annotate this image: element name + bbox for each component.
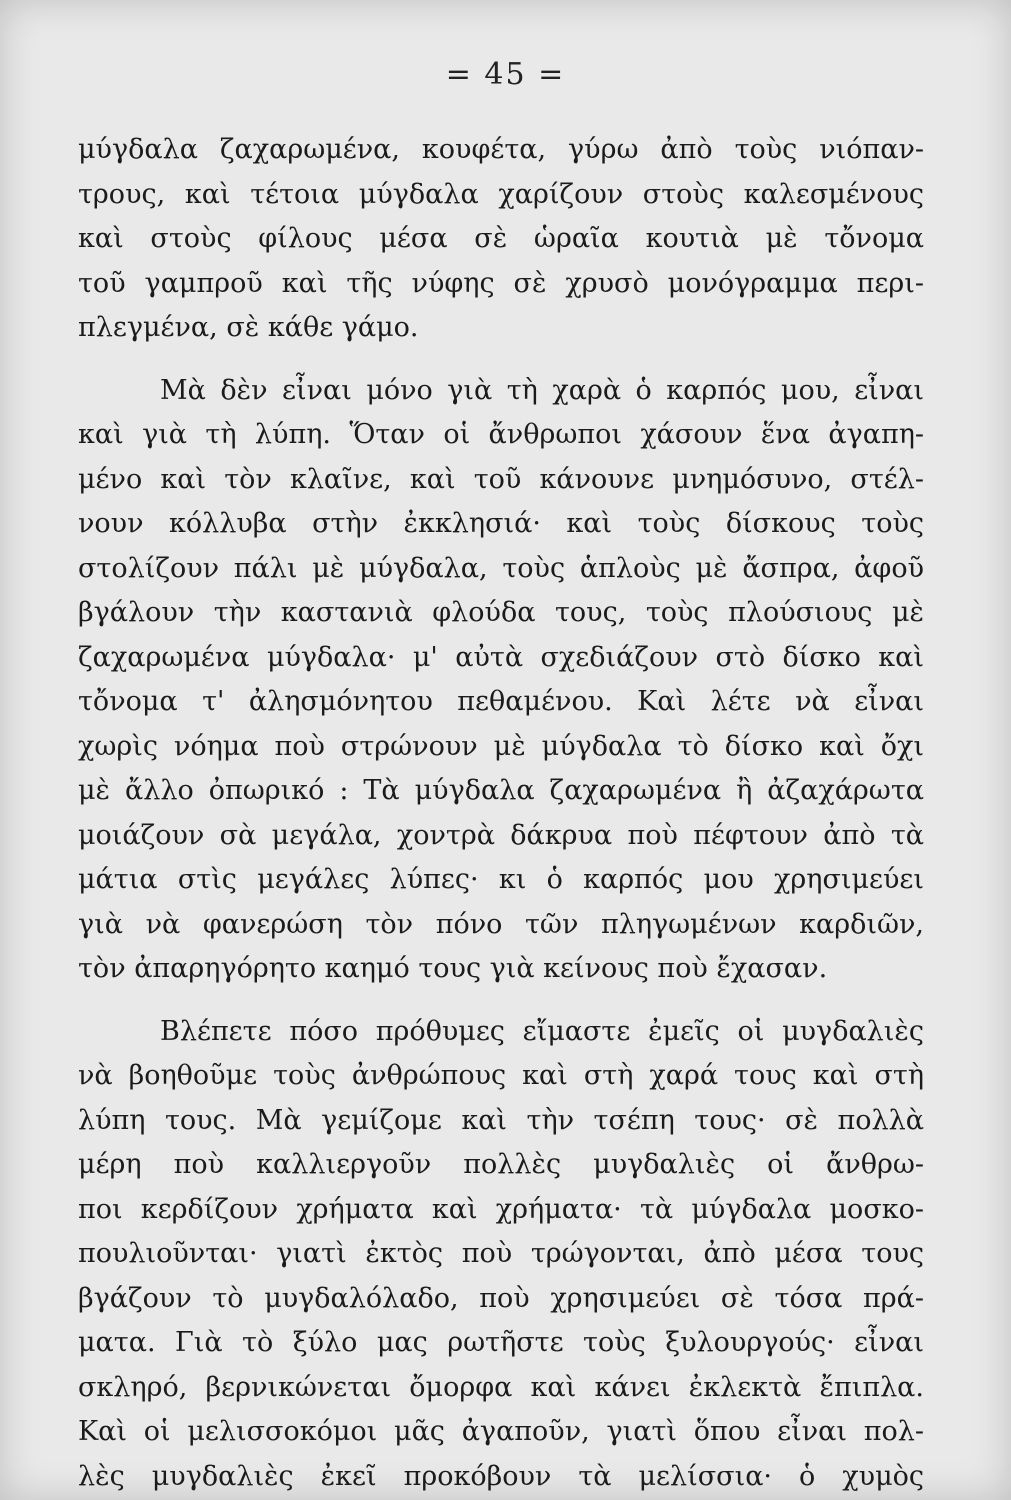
page-number: = 45 = — [445, 57, 566, 92]
text-line: καὶ γιὰ τὴ λύπη. Ὅταν οἱ ἄνθρωποι χάσουν ἕνα ἀγαπη- — [78, 419, 924, 450]
text-line: μέρη ποὺ καλλιεργοῦν πολλὲς μυγδαλιὲς οἱ ἄνθρω- — [78, 1149, 924, 1180]
text-line: τρους, καὶ τέτοια μύγδαλα χαρίζουν στοὺς καλεσμένους — [78, 178, 924, 210]
text-line: ματα. Γιὰ τὸ ξύλο μας ρωτῆστε τοὺς ξυλουργούς· εἶναι — [78, 1327, 924, 1358]
text-line: σκληρό, βερνικώνεται ὄμορφα καὶ κάνει ἐκλεκτὰ ἔπιπλα. — [78, 1371, 924, 1403]
text-line: καὶ στοὺς φίλους μέσα σὲ ὡραῖα κουτιὰ μὲ τὄνομα — [78, 223, 924, 254]
text-line: μύγδαλα ζαχαρωμένα, κουφέτα, γύρω ἀπὸ τοὺς νιόπαν- — [78, 134, 924, 165]
text-line: βγάζουν τὸ μυγδαλόλαδο, ποὺ χρησιμεύει σὲ τόσα πρά- — [78, 1282, 924, 1314]
text-line: ζαχαρωμένα μύγδαλα· μ' αὐτὰ σχεδιάζουν στὸ δίσκο καὶ — [78, 641, 924, 673]
text-line: ποι κερδίζουν χρήματα καὶ χρήματα· τὰ μύγδαλα μοσκο- — [78, 1193, 924, 1225]
text-line: χωρὶς νόημα ποὺ στρώνουν μὲ μύγδαλα τὸ δίσκο καὶ ὄχι — [78, 730, 924, 762]
paragraph-2 — [78, 369, 924, 992]
text-line: μένο καὶ τὸν κλαῖνε, καὶ τοῦ κάνουνε μνημόσυνο, στέλ- — [78, 463, 924, 495]
paragraph-1 — [78, 128, 924, 351]
text-line: τὸν ἀπαρηγόρητο καημό τους γιὰ κείνους ποὺ ἔχασαν. — [78, 953, 828, 984]
text-line: μοιάζουν σὰ μεγάλα, χοντρὰ δάκρυα ποὺ πέφτουν ἀπὸ τὰ — [78, 819, 924, 851]
paragraph-3 — [78, 1010, 924, 1500]
text-line: Μὰ δὲν εἶναι μόνο γιὰ τὴ χαρὰ ὁ καρπός μου, εἶναι — [160, 374, 924, 406]
text-line: λὲς μυγδαλιὲς ἐκεῖ προκόβουν τὰ μελίσσια· ὁ χυμὸς — [78, 1460, 924, 1492]
text-line: Καὶ οἱ μελισσοκόμοι μᾶς ἀγαποῦν, γιατὶ ὅπου εἶναι πολ- — [78, 1416, 924, 1447]
text-line: τοῦ γαμπροῦ καὶ τῆς νύφης σὲ χρυσὸ μονόγραμμα περι- — [78, 267, 924, 299]
text-line: πλεγμένα, σὲ κάθε γάμο. — [78, 312, 419, 343]
text-line: μάτια στὶς μεγάλες λύπες· κι ὁ καρπός μου χρησιμεύει — [78, 864, 924, 895]
text-line: νὰ βοηθοῦμε τοὺς ἀνθρώπους καὶ στὴ χαρά τους καὶ στὴ — [78, 1060, 924, 1091]
text-line: τὄνομα τ' ἀλησμόνητου πεθαμένου. Καὶ λέτε νὰ εἶναι — [78, 686, 924, 717]
text-line: γιὰ νὰ φανερώση τὸν πόνο τῶν πληγωμένων καρδιῶν, — [78, 908, 924, 940]
text-line: μὲ ἄλλο ὀπωρικό : Τὰ μύγδαλα ζαχαρωμένα ἢ ἀζαχάρωτα — [78, 775, 924, 806]
text-line: λύπη τους. Μὰ γεμίζομε καὶ τὴν τσέπη τους· σὲ πολλὰ — [78, 1104, 924, 1136]
text-line: βγάλουν τὴν καστανιὰ φλούδα τους, τοὺς πλούσιους μὲ — [78, 597, 924, 628]
text-line: στολίζουν πάλι μὲ μύγδαλα, τοὺς ἁπλοὺς μὲ ἄσπρα, ἀφοῦ — [78, 552, 924, 584]
text-line: νουν κόλλυβα στὴν ἐκκλησιά· καὶ τοὺς δίσκους τοὺς — [78, 508, 924, 539]
body-text — [78, 128, 924, 1499]
paragraph-spacer — [78, 351, 924, 369]
paragraph-spacer — [78, 992, 924, 1010]
text-line: Βλέπετε πόσο πρόθυμες εἴμαστε ἐμεῖς οἱ μυγδαλιὲς — [160, 1015, 924, 1047]
text-line: πουλιοῦνται· γιατὶ ἐκτὸς ποὺ τρώγονται, ἀπὸ μέσα τους — [78, 1238, 924, 1269]
